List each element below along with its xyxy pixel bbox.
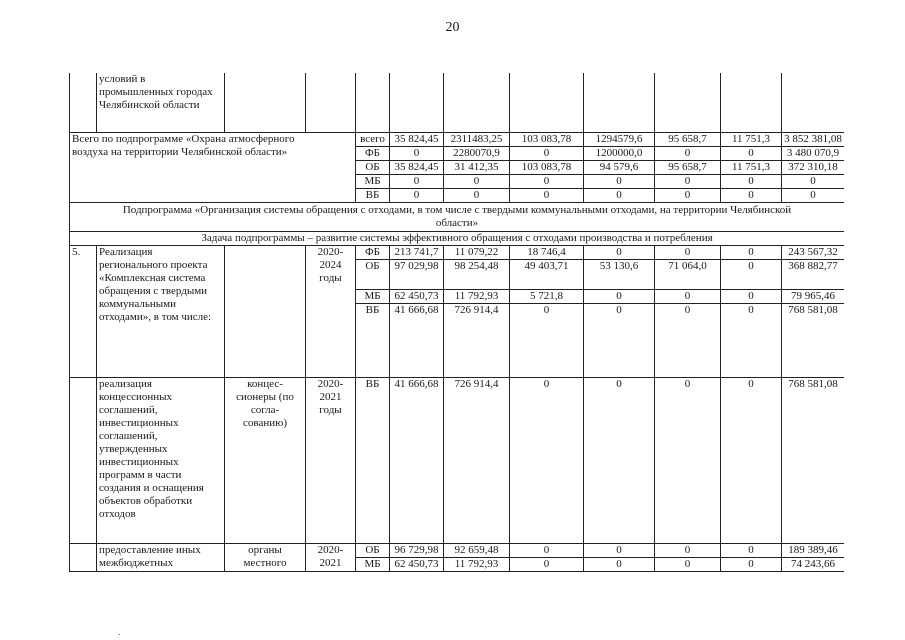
cell-value: 0	[655, 377, 721, 543]
cell-value: 0	[584, 557, 655, 571]
cell-value: 0	[510, 188, 584, 202]
cell-value: 53 130,6	[584, 259, 655, 289]
item-number: 5.	[70, 245, 97, 377]
cell-value: 189 389,46	[782, 543, 845, 557]
subprogram-header: Подпрограмма «Организация системы обращения с отходами, в том числе с твердыми коммунальными отходами, на территории Челябинской области»	[70, 202, 845, 231]
cell-value: 11 792,93	[444, 289, 510, 303]
cell-value: 0	[655, 245, 721, 259]
cell-value: 0	[584, 543, 655, 557]
cell-value: 0	[721, 146, 782, 160]
item-executor	[225, 245, 306, 377]
cell-value: 3 480 070,9	[782, 146, 845, 160]
cell-value: 726 914,4	[444, 303, 510, 377]
cell-value: 0	[510, 174, 584, 188]
cell-value: 49 403,71	[510, 259, 584, 289]
cell-value: 0	[390, 174, 444, 188]
cell-value: 98 254,48	[444, 259, 510, 289]
cell-value: 1294579,6	[584, 132, 655, 146]
item-period: 2020-2021	[306, 543, 356, 571]
cell-value: 35 824,45	[390, 132, 444, 146]
item-executor: органы местного	[225, 543, 306, 571]
cell-value: 41 666,68	[390, 377, 444, 543]
cell-value: 368 882,77	[782, 259, 845, 289]
total-label: Всего по подпрограмме «Охрана атмосферного воздуха на территории Челябинской области»	[70, 132, 356, 202]
cell-value: 0	[655, 289, 721, 303]
table-row	[70, 231, 845, 245]
cell-value: 0	[510, 303, 584, 377]
table-row	[70, 132, 845, 146]
cell-value: 62 450,73	[390, 557, 444, 571]
item-name: реализация концессионных соглашений, инвестиционных соглашений, утвержденных инвестиционных программ в части создания и оснащения объектов обработки отходов	[97, 377, 225, 543]
cell-source: ФБ	[356, 245, 390, 259]
cell-value: 35 824,45	[390, 160, 444, 174]
cell-value: 0	[721, 303, 782, 377]
budget-table	[69, 73, 844, 572]
cell-value: 0	[655, 174, 721, 188]
cell-value: 94 579,6	[584, 160, 655, 174]
cell-source: ОБ	[356, 259, 390, 289]
cell-source: всего	[356, 132, 390, 146]
scan-speck	[118, 634, 120, 635]
cell-value: 5 721,8	[510, 289, 584, 303]
cell-value: 95 658,7	[655, 160, 721, 174]
cell-value: 0	[584, 174, 655, 188]
cell-value: 103 083,78	[510, 160, 584, 174]
cell-value: 0	[721, 557, 782, 571]
cell-value: 0	[721, 174, 782, 188]
cell-value: 0	[655, 303, 721, 377]
table-row	[70, 202, 845, 231]
cell-value: 0	[721, 289, 782, 303]
cell-value: 62 450,73	[390, 289, 444, 303]
cell-value: 0	[510, 146, 584, 160]
cell-value: 0	[655, 188, 721, 202]
cell-value: 95 658,7	[655, 132, 721, 146]
cell-value: 0	[390, 146, 444, 160]
cell-value: 213 741,7	[390, 245, 444, 259]
cell-value: 71 064,0	[655, 259, 721, 289]
cell-source: ВБ	[356, 377, 390, 543]
cell-value: 0	[510, 557, 584, 571]
cell-value: 0	[655, 146, 721, 160]
table-row	[70, 543, 845, 557]
cell-source: ОБ	[356, 543, 390, 557]
task-header: Задача подпрограммы – развитие системы эффективного обращения с отходами производства и потребления	[70, 231, 845, 245]
cell-value: 2311483,25	[444, 132, 510, 146]
cell-value: 0	[721, 377, 782, 543]
cell-value: 0	[584, 188, 655, 202]
cell-value: 0	[584, 289, 655, 303]
item-name: Реализация регионального проекта «Комплексная система обращения с твердыми коммунальными отходами», в том числе:	[97, 245, 225, 377]
cell-value: 372 310,18	[782, 160, 845, 174]
cell-value: 92 659,48	[444, 543, 510, 557]
cell-name: условий в промышленных городах Челябинской области	[97, 73, 225, 132]
table-row	[70, 377, 845, 543]
table-row	[70, 245, 845, 259]
cell-source: МБ	[356, 174, 390, 188]
cell-value: 0	[444, 188, 510, 202]
cell-value: 79 965,46	[782, 289, 845, 303]
cell-value: 0	[390, 188, 444, 202]
cell-value: 768 581,08	[782, 377, 845, 543]
budget-table-frame	[69, 73, 844, 583]
cell-value: 0	[584, 303, 655, 377]
cell-value: 0	[584, 377, 655, 543]
cell-value: 0	[721, 259, 782, 289]
cell-value: 11 751,3	[721, 132, 782, 146]
cell-value: 11 792,93	[444, 557, 510, 571]
cell-value: 103 083,78	[510, 132, 584, 146]
cell-source: ОБ	[356, 160, 390, 174]
item-period: 2020-2021 годы	[306, 377, 356, 543]
cell-value: 0	[510, 543, 584, 557]
cell-value: 726 914,4	[444, 377, 510, 543]
cell-value: 74 243,66	[782, 557, 845, 571]
cell-value: 41 666,68	[390, 303, 444, 377]
cell-value: 0	[444, 174, 510, 188]
cell-value: 243 567,32	[782, 245, 845, 259]
page-number: 20	[445, 20, 460, 35]
cell-value: 0	[721, 188, 782, 202]
cell-value: 0	[510, 377, 584, 543]
cell-value: 0	[721, 543, 782, 557]
cell-value: 97 029,98	[390, 259, 444, 289]
cell-value: 31 412,35	[444, 160, 510, 174]
cell-value: 3 852 381,08	[782, 132, 845, 146]
cell-value: 18 746,4	[510, 245, 584, 259]
cell-source: ФБ	[356, 146, 390, 160]
item-name: предоставление иных межбюджетных	[97, 543, 225, 571]
cell-value: 768 581,08	[782, 303, 845, 377]
item-period: 2020-2024 годы	[306, 245, 356, 377]
cell-value: 2280070,9	[444, 146, 510, 160]
cell-value: 1200000,0	[584, 146, 655, 160]
cell-source: ВБ	[356, 303, 390, 377]
cell-value: 11 079,22	[444, 245, 510, 259]
cell-value: 0	[655, 543, 721, 557]
cell-source: МБ	[356, 289, 390, 303]
table-row	[70, 73, 845, 132]
item-executor: концес-сионеры (по согла-сованию)	[225, 377, 306, 543]
cell-value: 11 751,3	[721, 160, 782, 174]
cell-value: 96 729,98	[390, 543, 444, 557]
cell-value: 0	[655, 557, 721, 571]
cell-value: 0	[721, 245, 782, 259]
cell-value: 0	[782, 174, 845, 188]
cell-value: 0	[782, 188, 845, 202]
cell-source: ВБ	[356, 188, 390, 202]
cell-source: МБ	[356, 557, 390, 571]
cell-value: 0	[584, 245, 655, 259]
